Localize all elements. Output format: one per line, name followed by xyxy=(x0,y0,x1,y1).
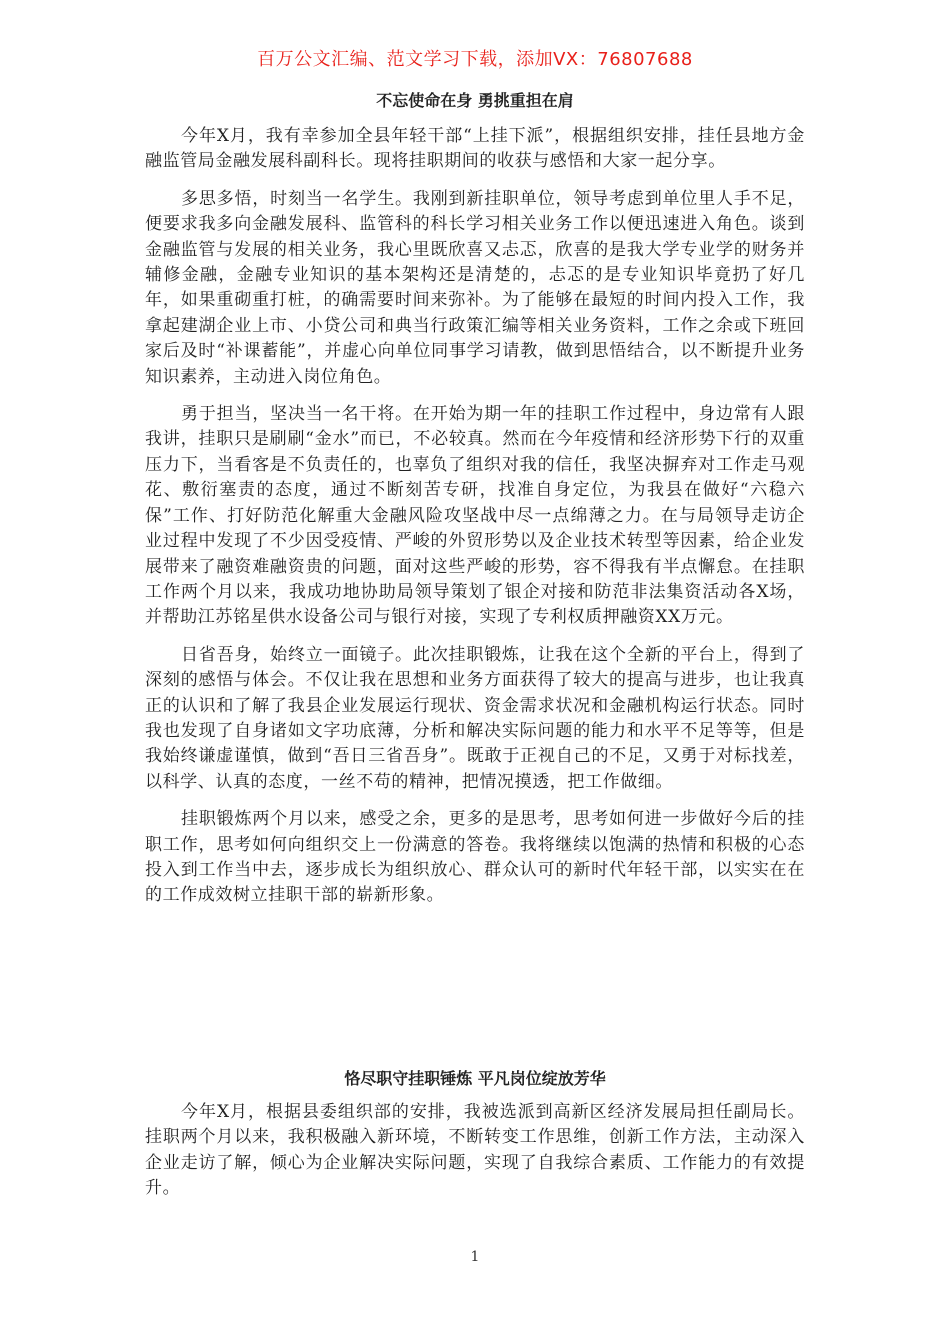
paragraph: 今年X月，根据县委组织部的安排，我被选派到高新区经济发展局担任副局长。挂职两个月以来，我积极融入新环境，不断转变工作思维，创新工作方法，主动深入企业走访了解，倾心为企业解决实际问题，实现了自我综合素质、工作能力的有效提升。 xyxy=(145,1102,805,1199)
article-body-2 xyxy=(145,1100,805,1214)
article-body-1 xyxy=(145,124,805,921)
watermark-header: 百万公文汇编、范文学习下载，添加VX：76807688 xyxy=(257,49,693,70)
paragraph: 勇于担当，坚决当一名干将。在开始为期一年的挂职工作过程中，身边常有人跟我讲，挂职只是刷刷“金水”而已，不必较真。然而在今年疫情和经济形势下行的双重压力下，当看客是不负责任的，也辜负了组织对我的信任，我坚决摒弃对工作走马观花、敷衍塞责的态度，通过不断刻苦专研，找准自身定位，为我县在做好“六稳六保”工作、打好防范化解重大金融风险攻坚战中尽一点绵薄之力。在与局领导走访企业过程中发现了不少因受疫情、严峻的外贸形势以及企业技术转型等因素，给企业发展带来了融资难融资贵的问题，面对这些严峻的形势，容不得我有半点懈怠。在挂职工作两个月以来，我成功地协助局领导策划了银企对接和防范非法集资活动各X场，并帮助江苏铭星供水设备公司与银行对接，实现了专利权质押融资XX万元。 xyxy=(145,404,805,628)
article-title-1: 不忘使命在身 勇挑重担在肩 xyxy=(376,91,574,110)
article-title-2: 恪尽职守挂职锤炼 平凡岗位绽放芳华 xyxy=(344,1069,606,1088)
paragraph: 日省吾身，始终立一面镜子。此次挂职锻炼，让我在这个全新的平台上，得到了深刻的感悟与体会。不仅让我在思想和业务方面获得了较大的提高与进步，也让我真正的认识和了解了我县企业发展运行现状、资金需求状况和金融机构运行状态。同时我也发现了自身诸如文字功底薄，分析和解决实际问题的能力和水平不足等等，但是我始终谦虚谨慎，做到“吾日三省吾身”。既敢于正视自己的不足，又勇于对标找差，以科学、认真的态度，一丝不苟的精神，把情况摸透，把工作做细。 xyxy=(145,644,805,792)
paragraph: 挂职锻炼两个月以来，感受之余，更多的是思考，思考如何进一步做好今后的挂职工作，思考如何向组织交上一份满意的答卷。我将继续以饱满的热情和积极的心态投入到工作当中去，逐步成长为组织放心、群众认可的新时代年轻干部，以实实在在的工作成效树立挂职干部的崭新形象。 xyxy=(145,809,805,906)
paragraph: 多思多悟，时刻当一名学生。我刚到新挂职单位，领导考虑到单位里人手不足，便要求我多向金融发展科、监管科的科长学习相关业务工作以便迅速进入角色。谈到金融监管与发展的相关业务，我心里既欣喜又忐忑，欣喜的是我大学专业学的财务并辅修金融，金融专业知识的基本架构还是清楚的，忐忑的是专业知识毕竟扔了好几年，如果重砌重打桩，的确需要时间来弥补。为了能够在最短的时间内投入工作，我拿起建湖企业上市、小贷公司和典当行政策汇编等相关业务资料，工作之余或下班回家后及时“补课蓄能”，并虚心向单位同事学习请教，做到思悟结合，以不断提升业务知识素养，主动进入岗位角色。 xyxy=(145,188,805,387)
paragraph: 今年X月，我有幸参加全县年轻干部“上挂下派”，根据组织安排，挂任县地方金融监管局金融发展科副科长。现将挂职期间的收获与感悟和大家一起分享。 xyxy=(145,126,805,172)
page-number: 1 xyxy=(470,1249,480,1265)
